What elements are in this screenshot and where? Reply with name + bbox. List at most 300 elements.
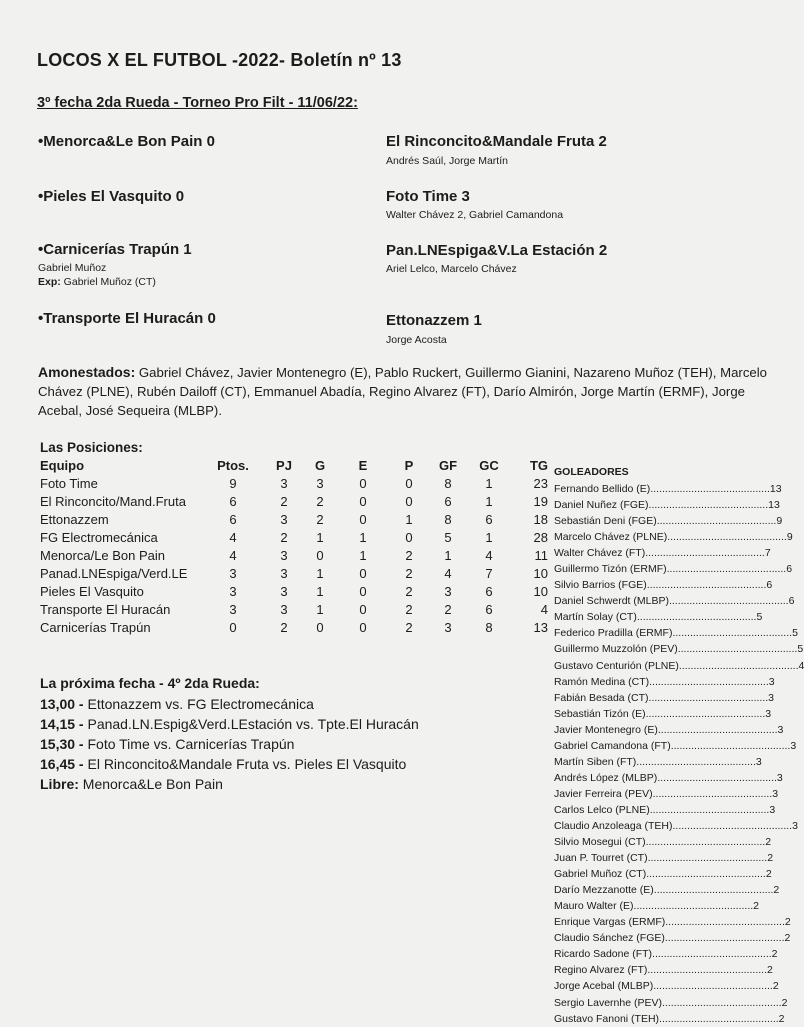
standings-played: 2	[266, 493, 302, 511]
scorer-name	[554, 722, 778, 738]
scorer-name	[554, 962, 767, 978]
leader-dots: .........................................	[667, 531, 787, 543]
header-points: Ptos.	[200, 457, 266, 475]
standings-goals-against: 1	[466, 529, 512, 547]
scorer-goals: 6	[786, 561, 792, 577]
scorer-name	[554, 658, 799, 674]
leader-dots: .........................................	[672, 627, 792, 639]
scorer-name	[554, 786, 772, 802]
match-2-away: Foto Time 3	[386, 188, 470, 205]
standings-tg: 19	[512, 493, 548, 511]
standings-title: Las Posiciones:	[40, 440, 143, 455]
scorer-goals: 3	[769, 674, 775, 690]
standings-played: 2	[266, 619, 302, 637]
scorer-row	[554, 690, 729, 706]
scorer-name-text: Gustavo Centurión (PLNE)	[554, 660, 679, 672]
standings-row	[40, 583, 548, 601]
scorer-row	[554, 946, 729, 962]
scorer-name	[554, 1011, 779, 1027]
scorer-name	[554, 481, 770, 497]
scorer-row	[554, 593, 729, 609]
fixture-time: 15,30 -	[40, 736, 84, 752]
scorer-row	[554, 850, 729, 866]
standings-lost: 2	[388, 565, 430, 583]
standings-played: 3	[266, 511, 302, 529]
scorer-name-text: Mauro Walter (E)	[554, 900, 634, 912]
fixture-match: Ettonazzem vs. FG Electromecánica	[84, 696, 314, 712]
standings-points: 6	[200, 493, 266, 511]
standings-goals-for: 2	[430, 601, 466, 619]
standings-played: 3	[266, 583, 302, 601]
standings-row	[40, 565, 548, 583]
scorer-name	[554, 818, 792, 834]
leader-dots: .........................................	[671, 740, 791, 752]
scorer-goals: 2	[785, 930, 791, 946]
standings-drawn: 0	[338, 601, 388, 619]
standings-goals-for: 6	[430, 493, 466, 511]
leader-dots: .........................................	[647, 579, 767, 591]
scorer-name	[554, 609, 756, 625]
leader-dots: .........................................	[647, 964, 767, 976]
scorer-name	[554, 978, 773, 994]
fixture-row	[40, 734, 419, 754]
scorer-row	[554, 898, 729, 914]
leader-dots: .........................................	[648, 852, 768, 864]
scorer-name	[554, 850, 767, 866]
scorer-name-text: Sebastián Tizón (E)	[554, 708, 646, 720]
standings-played: 3	[266, 475, 302, 493]
scorer-name-text: Sebastián Deni (FGE)	[554, 515, 657, 527]
leader-dots: .........................................	[636, 756, 756, 768]
scorer-name	[554, 802, 769, 818]
scorer-goals: 13	[768, 497, 780, 513]
scorer-name	[554, 545, 765, 561]
standings-row	[40, 511, 548, 529]
standings-tg: 4	[512, 601, 548, 619]
scorer-row	[554, 545, 729, 561]
leader-dots: .........................................	[649, 692, 769, 704]
standings-drawn: 0	[338, 511, 388, 529]
scorer-row	[554, 513, 729, 529]
scorer-name-text: Guillermo Muzzolón (PEV)	[554, 643, 678, 655]
scorer-name-text: Fabián Besada (CT)	[554, 692, 649, 704]
scorer-row	[554, 770, 729, 786]
scorer-row	[554, 962, 729, 978]
standings-points: 3	[200, 583, 266, 601]
scorer-name-text: Jorge Acebal (MLBP)	[554, 980, 653, 992]
cautioned-players	[38, 363, 768, 420]
scorer-row	[554, 641, 729, 657]
scorer-goals: 2	[785, 914, 791, 930]
standings-row	[40, 619, 548, 637]
header-played: PJ	[266, 457, 302, 475]
scorer-name-text: Sergio Lavernhe (PEV)	[554, 997, 662, 1009]
standings-goals-against: 1	[466, 493, 512, 511]
standings-points: 0	[200, 619, 266, 637]
scorer-row	[554, 577, 729, 593]
scorer-row	[554, 978, 729, 994]
next-round-title: La próxima fecha - 4º 2da Rueda:	[40, 675, 260, 691]
scorer-goals: 3	[765, 706, 771, 722]
scorer-goals: 7	[765, 545, 771, 561]
scorer-name-text: Juan P. Tourret (CT)	[554, 852, 648, 864]
leader-dots: .........................................	[646, 836, 766, 848]
scorer-name	[554, 593, 789, 609]
standings-drawn: 0	[338, 583, 388, 601]
scorer-name	[554, 770, 777, 786]
expelled-player: Gabriel Muñoz (CT)	[61, 276, 156, 288]
scorer-goals: 3	[768, 690, 774, 706]
scorer-goals: 3	[756, 754, 762, 770]
scorer-name-text: Martín Solay (CT)	[554, 611, 637, 623]
standings-team-name: Panad.LNEspiga/Verd.LE	[40, 565, 200, 583]
scorer-row	[554, 930, 729, 946]
standings-row	[40, 601, 548, 619]
scorer-name-text: Ramón Medina (CT)	[554, 676, 649, 688]
match-3-home: •Carnicerías Trapún 1	[38, 241, 192, 258]
expelled-label: Exp:	[38, 276, 61, 288]
scorer-name	[554, 674, 769, 690]
match-1-away-scorers: Andrés Saúl, Jorge Martín	[386, 154, 508, 168]
scorer-name	[554, 834, 765, 850]
scorer-row	[554, 674, 729, 690]
standings-points: 6	[200, 511, 266, 529]
standings-tg: 11	[512, 547, 548, 565]
standings-won: 1	[302, 583, 338, 601]
standings-goals-for: 4	[430, 565, 466, 583]
standings-drawn: 0	[338, 619, 388, 637]
standings-lost: 2	[388, 619, 430, 637]
standings-goals-for: 1	[430, 547, 466, 565]
standings-goals-for: 8	[430, 511, 466, 529]
standings-row	[40, 529, 548, 547]
standings-goals-against: 6	[466, 583, 512, 601]
scorer-name	[554, 690, 768, 706]
scorer-name	[554, 995, 782, 1011]
standings-lost: 0	[388, 529, 430, 547]
standings-won: 1	[302, 601, 338, 619]
standings-lost: 0	[388, 475, 430, 493]
fixture-row	[40, 714, 419, 734]
leader-dots: .........................................	[634, 900, 754, 912]
standings-team-name: Pieles El Vasquito	[40, 583, 200, 601]
match-3-away-scorers: Ariel Lelco, Marcelo Chávez	[386, 262, 517, 276]
standings-team-name: Carnicerías Trapún	[40, 619, 200, 637]
fixture-time: 16,45 -	[40, 756, 84, 772]
leader-dots: .........................................	[646, 868, 766, 880]
scorer-goals: 2	[767, 850, 773, 866]
scorer-name-text: Daniel Nuñez (FGE)	[554, 499, 649, 511]
scorer-name	[554, 866, 766, 882]
standings-row	[40, 493, 548, 511]
scorer-name-text: Marcelo Chávez (PLNE)	[554, 531, 667, 543]
top-scorers-title: GOLEADORES	[554, 466, 629, 478]
scorer-name	[554, 561, 786, 577]
standings-goals-against: 7	[466, 565, 512, 583]
bulletin-title: LOCOS X EL FUTBOL -2022- Boletín nº 13	[37, 50, 402, 71]
scorer-goals: 2	[765, 834, 771, 850]
next-round-fixtures	[40, 694, 419, 794]
scorer-name-text: Gabriel Muñoz (CT)	[554, 868, 646, 880]
leader-dots: .........................................	[654, 884, 774, 896]
scorer-name	[554, 946, 772, 962]
scorer-name	[554, 529, 787, 545]
standings-team-name: Foto Time	[40, 475, 200, 493]
scorer-name-text: Gabriel Camandona (FT)	[554, 740, 671, 752]
fixture-match: Panad.LN.Espig&Verd.LEstación vs. Tpte.El Huracán	[84, 716, 419, 732]
header-goals-for: GF	[430, 457, 466, 475]
scorer-goals: 2	[767, 962, 773, 978]
scorer-goals: 3	[778, 722, 784, 738]
leader-dots: .........................................	[649, 499, 769, 511]
scorer-name	[554, 882, 773, 898]
standings-tg: 23	[512, 475, 548, 493]
scorer-row	[554, 529, 729, 545]
standings-header-row	[40, 457, 548, 475]
standings-won: 2	[302, 493, 338, 511]
standings-drawn: 1	[338, 529, 388, 547]
scorer-name-text: Silvio Barrios (FGE)	[554, 579, 647, 591]
scorer-goals: 2	[773, 882, 779, 898]
scorer-goals: 3	[790, 738, 796, 754]
standings-team-name: El Rinconcito/Mand.Fruta	[40, 493, 200, 511]
standings-drawn: 0	[338, 475, 388, 493]
standings-played: 3	[266, 547, 302, 565]
standings-won: 0	[302, 547, 338, 565]
standings-goals-for: 3	[430, 583, 466, 601]
free-label: Libre:	[40, 776, 79, 792]
scorer-name	[554, 754, 756, 770]
match-1-away: El Rinconcito&Mandale Fruta 2	[386, 133, 607, 150]
standings-row	[40, 475, 548, 493]
standings-table	[40, 457, 548, 637]
scorer-name	[554, 513, 776, 529]
scorer-goals: 5	[756, 609, 762, 625]
scorer-name	[554, 898, 753, 914]
scorer-goals: 4	[799, 658, 804, 674]
scorer-row	[554, 609, 729, 625]
standings-lost: 1	[388, 511, 430, 529]
match-3-away: Pan.LNEspiga&V.La Estación 2	[386, 242, 607, 259]
scorer-name-text: Silvio Mosegui (CT)	[554, 836, 646, 848]
scorer-name-text: Darío Mezzanotte (E)	[554, 884, 654, 896]
standings-lost: 0	[388, 493, 430, 511]
scorer-goals: 2	[772, 946, 778, 962]
standings-team-name: Ettonazzem	[40, 511, 200, 529]
scorer-row	[554, 481, 729, 497]
leader-dots: .........................................	[653, 980, 773, 992]
standings-points: 4	[200, 529, 266, 547]
cautioned-label: Amonestados:	[38, 364, 135, 380]
free-team-row	[40, 774, 419, 794]
leader-dots: .........................................	[662, 997, 782, 1009]
header-drawn: E	[338, 457, 388, 475]
standings-tg: 10	[512, 583, 548, 601]
header-tg: TG	[512, 457, 548, 475]
scorer-goals: 6	[766, 577, 772, 593]
leader-dots: .........................................	[679, 660, 799, 672]
scorer-goals: 6	[789, 593, 795, 609]
standings-points: 3	[200, 565, 266, 583]
scorer-row	[554, 786, 729, 802]
match-3-home-scorers: Gabriel Muñoz	[38, 261, 106, 275]
round-subtitle: 3º fecha 2da Rueda - Torneo Pro Filt - 11/06/22:	[37, 95, 358, 111]
standings-points: 9	[200, 475, 266, 493]
scorer-name	[554, 641, 797, 657]
header-lost: P	[388, 457, 430, 475]
standings-won: 2	[302, 511, 338, 529]
leader-dots: .........................................	[650, 804, 770, 816]
scorer-row	[554, 706, 729, 722]
standings-drawn: 0	[338, 493, 388, 511]
scorer-row	[554, 834, 729, 850]
scorer-name-text: Martín Siben (FT)	[554, 756, 636, 768]
leader-dots: .........................................	[653, 788, 773, 800]
scorer-name-text: Ricardo Sadone (FT)	[554, 948, 652, 960]
leader-dots: .........................................	[657, 772, 777, 784]
scorer-goals: 5	[792, 625, 798, 641]
scorer-name-text: Regino Alvarez (FT)	[554, 964, 647, 976]
scorer-row	[554, 914, 729, 930]
header-team: Equipo	[40, 457, 200, 475]
standings-points: 4	[200, 547, 266, 565]
scorer-goals: 2	[782, 995, 788, 1011]
standings-tg: 28	[512, 529, 548, 547]
standings-drawn: 1	[338, 547, 388, 565]
scorer-row	[554, 658, 729, 674]
standings-goals-against: 1	[466, 475, 512, 493]
scorer-goals: 13	[770, 481, 782, 497]
standings-team-name: Transporte El Huracán	[40, 601, 200, 619]
leader-dots: .........................................	[678, 643, 798, 655]
fixture-time: 14,15 -	[40, 716, 84, 732]
standings-played: 3	[266, 601, 302, 619]
scorer-name	[554, 930, 785, 946]
standings-points: 3	[200, 601, 266, 619]
scorer-name-text: Claudio Sánchez (FGE)	[554, 932, 665, 944]
scorer-row	[554, 882, 729, 898]
standings-team-name: FG Electromecánica	[40, 529, 200, 547]
scorer-name-text: Gustavo Fanoni (TEH)	[554, 1013, 659, 1025]
scorer-goals: 2	[779, 1011, 785, 1027]
scorer-name	[554, 625, 792, 641]
scorer-name	[554, 497, 768, 513]
scorer-name-text: Guillermo Tizón (ERMF)	[554, 563, 667, 575]
free-team: Menorca&Le Bon Pain	[79, 776, 223, 792]
scorer-goals: 2	[753, 898, 759, 914]
standings-goals-against: 6	[466, 511, 512, 529]
scorer-row	[554, 818, 729, 834]
leader-dots: .........................................	[667, 563, 787, 575]
scorer-name	[554, 706, 765, 722]
scorer-goals: 3	[769, 802, 775, 818]
fixture-match: El Rinconcito&Mandale Fruta vs. Pieles El Vasquito	[84, 756, 407, 772]
standings-won: 3	[302, 475, 338, 493]
scorer-row	[554, 1011, 729, 1027]
scorer-name-text: Walter Chávez (FT)	[554, 547, 645, 559]
scorer-name-text: Claudio Anzoleaga (TEH)	[554, 820, 672, 832]
standings-goals-against: 4	[466, 547, 512, 565]
standings-lost: 2	[388, 547, 430, 565]
scorer-row	[554, 738, 729, 754]
standings-tg: 18	[512, 511, 548, 529]
fixture-row	[40, 754, 419, 774]
scorer-row	[554, 497, 729, 513]
standings-won: 1	[302, 529, 338, 547]
leader-dots: .........................................	[669, 595, 789, 607]
leader-dots: .........................................	[637, 611, 757, 623]
top-scorers-list	[554, 481, 729, 1027]
leader-dots: .........................................	[665, 916, 785, 928]
scorer-row	[554, 866, 729, 882]
scorer-name-text: Federico Pradilla (ERMF)	[554, 627, 672, 639]
scorer-row	[554, 754, 729, 770]
scorer-goals: 2	[773, 978, 779, 994]
leader-dots: .........................................	[646, 708, 766, 720]
scorer-goals: 5	[797, 641, 803, 657]
match-3-expelled	[38, 275, 156, 289]
standings-played: 3	[266, 565, 302, 583]
standings-goals-against: 8	[466, 619, 512, 637]
fixture-match: Foto Time vs. Carnicerías Trapún	[84, 736, 295, 752]
scorer-name-text: Javier Montenegro (E)	[554, 724, 658, 736]
leader-dots: .........................................	[658, 724, 778, 736]
leader-dots: .........................................	[672, 820, 792, 832]
match-4-away: Ettonazzem 1	[386, 312, 482, 329]
standings-goals-for: 5	[430, 529, 466, 547]
scorer-name-text: Daniel Schwerdt (MLBP)	[554, 595, 669, 607]
scorer-goals: 9	[776, 513, 782, 529]
leader-dots: .........................................	[645, 547, 765, 559]
match-2-away-scorers: Walter Chávez 2, Gabriel Camandona	[386, 208, 563, 222]
scorer-name-text: Javier Ferreira (PEV)	[554, 788, 653, 800]
leader-dots: .........................................	[657, 515, 777, 527]
scorer-goals: 3	[792, 818, 798, 834]
scorer-name	[554, 738, 790, 754]
scorer-goals: 3	[772, 786, 778, 802]
standings-team-name: Menorca/Le Bon Pain	[40, 547, 200, 565]
match-2-home: •Pieles El Vasquito 0	[38, 188, 184, 205]
leader-dots: .........................................	[649, 676, 769, 688]
standings-goals-for: 3	[430, 619, 466, 637]
scorer-goals: 9	[787, 529, 793, 545]
leader-dots: .........................................	[659, 1013, 779, 1025]
match-4-home: •Transporte El Huracán 0	[38, 310, 216, 327]
scorer-row	[554, 561, 729, 577]
standings-drawn: 0	[338, 565, 388, 583]
standings-goals-against: 6	[466, 601, 512, 619]
scorer-goals: 3	[777, 770, 783, 786]
scorer-name	[554, 577, 766, 593]
cautioned-list: Gabriel Chávez, Javier Montenegro (E), Pablo Ruckert, Guillermo Gianini, Nazareno Muñoz (TEH), Marcelo Chávez (PLNE), Rubén Dailoff (CT), Emmanuel Abadía, Regino Alvarez (FT), Darío Almirón, Jorge Martín (ERMF), Jorge Acebal, José Sequeira (MLBP).	[38, 365, 767, 418]
standings-goals-for: 8	[430, 475, 466, 493]
match-1-home: •Menorca&Le Bon Pain 0	[38, 133, 215, 150]
scorer-row	[554, 995, 729, 1011]
scorer-name-text: Enrique Vargas (ERMF)	[554, 916, 665, 928]
standings-won: 1	[302, 565, 338, 583]
leader-dots: .........................................	[665, 932, 785, 944]
header-won: G	[302, 457, 338, 475]
standings-lost: 2	[388, 583, 430, 601]
scorer-name-text: Fernando Bellido (E)	[554, 483, 650, 495]
standings-won: 0	[302, 619, 338, 637]
scorer-goals: 2	[766, 866, 772, 882]
standings-tg: 10	[512, 565, 548, 583]
leader-dots: .........................................	[652, 948, 772, 960]
scorer-row	[554, 802, 729, 818]
standings-lost: 2	[388, 601, 430, 619]
leader-dots: .........................................	[650, 483, 770, 495]
